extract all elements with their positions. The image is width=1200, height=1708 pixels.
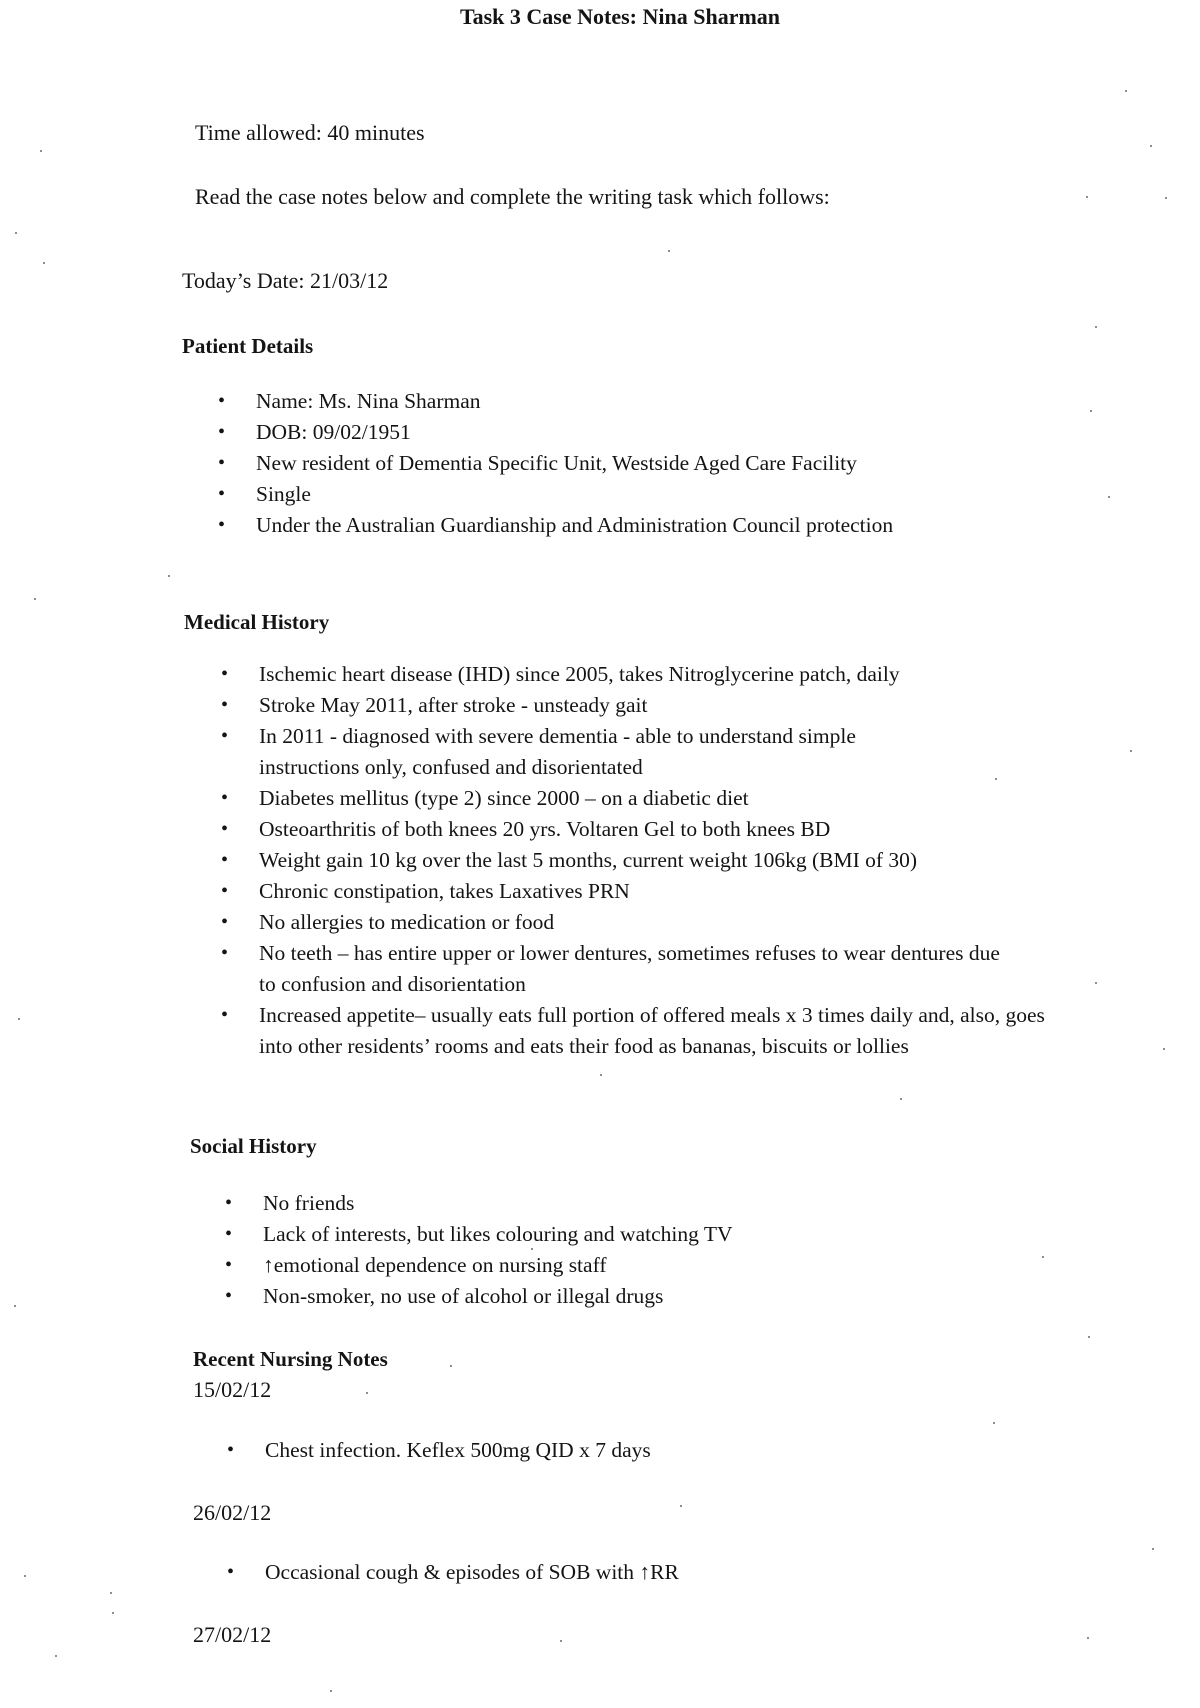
nursing-note-list [265, 1557, 1065, 1588]
list-item: • Diabetes mellitus (type 2) since 2000 – on a diabetic diet [259, 783, 1044, 814]
list-item: • Name: Ms. Nina Sharman [256, 386, 1086, 417]
list-item: • Occasional cough & episodes of SOB with ↑RR [265, 1557, 1065, 1588]
list-item: • No friends [263, 1188, 1063, 1219]
list-item: • Osteoarthritis of both knees 20 yrs. Voltaren Gel to both knees BD [259, 814, 1044, 845]
social-history-heading: Social History [190, 1134, 317, 1158]
patient-details-list [256, 386, 1086, 541]
list-item: • Single [256, 479, 1086, 510]
document-title: Task 3 Case Notes: Nina Sharman [459, 4, 781, 29]
nursing-note-date: 27/02/12 [193, 1622, 272, 1647]
list-item: • Chest infection. Keflex 500mg QID x 7 days [265, 1435, 1065, 1466]
list-item: • ↑emotional dependence on nursing staff [263, 1250, 1063, 1281]
medical-history-list [259, 659, 1044, 1062]
list-item: • Increased appetite– usually eats full portion of offered meals x 3 times daily and, also, goes into other residents’ rooms and eats their food as bananas, biscuits or lollies [259, 1000, 1049, 1062]
list-item: • New resident of Dementia Specific Unit, Westside Aged Care Facility [256, 448, 1086, 479]
list-item: • Ischemic heart disease (IHD) since 2005, takes Nitroglycerine patch, daily [259, 659, 1044, 690]
nursing-notes-heading: Recent Nursing Notes [193, 1347, 388, 1371]
list-item: • DOB: 09/02/1951 [256, 417, 1086, 448]
list-item: • No allergies to medication or food [259, 907, 1044, 938]
patient-details-heading: Patient Details [182, 334, 314, 358]
todays-date: Today’s Date: 21/03/12 [182, 268, 389, 293]
list-item: • Chronic constipation, takes Laxatives PRN [259, 876, 1044, 907]
social-history-list [263, 1188, 1063, 1312]
list-item: • Stroke May 2011, after stroke - unsteady gait [259, 690, 1044, 721]
instructions: Read the case notes below and complete the writing task which follows: [195, 184, 830, 209]
nursing-note-date: 26/02/12 [193, 1500, 272, 1525]
list-item: • In 2011 - diagnosed with severe dementia - able to understand simple instructions only, confused and disorientated [259, 721, 959, 783]
list-item: • Lack of interests, but likes colouring and watching TV [263, 1219, 1063, 1250]
list-item: • Non-smoker, no use of alcohol or illegal drugs [263, 1281, 1063, 1312]
list-item: • Weight gain 10 kg over the last 5 months, current weight 106kg (BMI of 30) [259, 845, 1044, 876]
list-item: • Under the Australian Guardianship and Administration Council protection [256, 510, 1086, 541]
list-item: • No teeth – has entire upper or lower dentures, sometimes refuses to wear dentures due to confusion and disorientation [259, 938, 1004, 1000]
medical-history-heading: Medical History [184, 610, 330, 634]
nursing-note-date: 15/02/12 [193, 1377, 272, 1402]
nursing-note-list [265, 1435, 1065, 1466]
time-allowed: Time allowed: 40 minutes [195, 120, 425, 145]
